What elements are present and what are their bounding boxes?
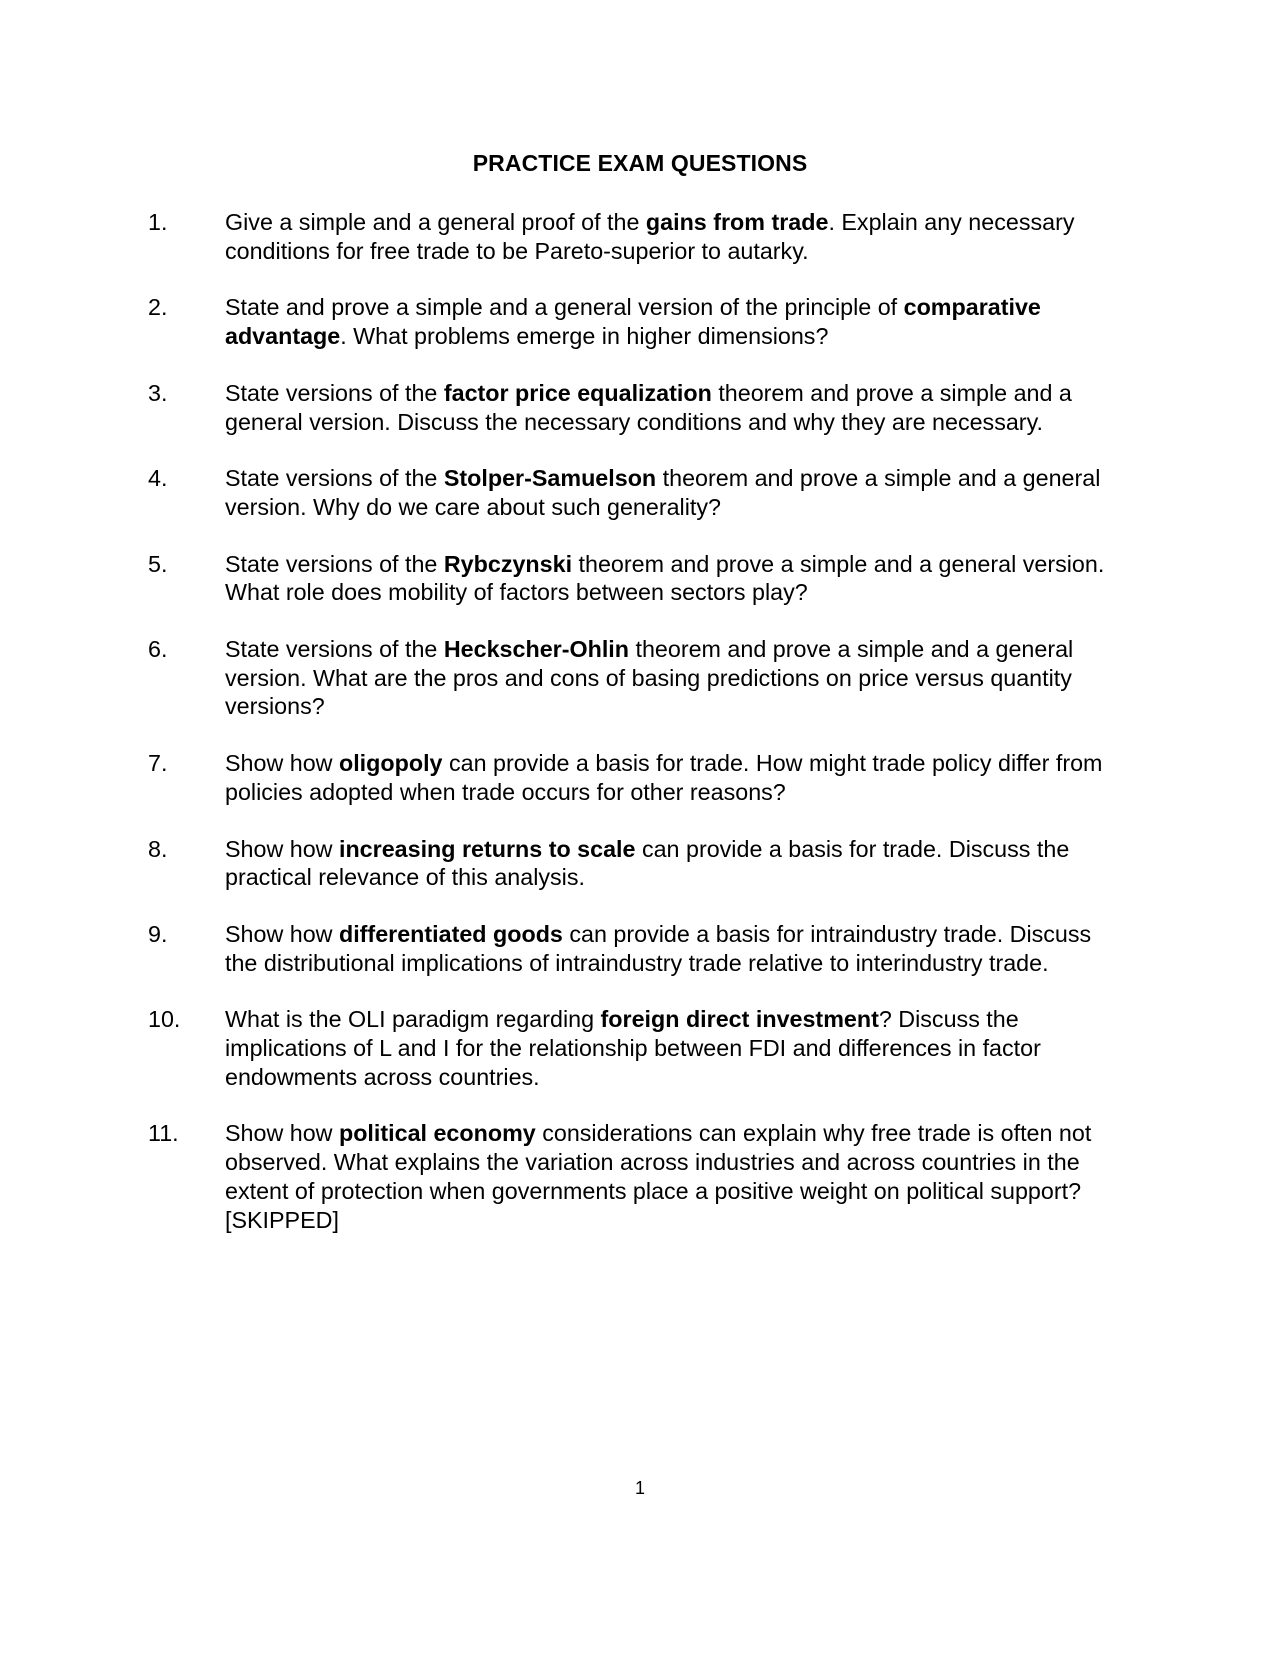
question-number: 7. xyxy=(148,750,168,777)
question-item xyxy=(148,1005,1128,1091)
question-text-start: Show how xyxy=(225,750,339,777)
question-text-end: can provide a basis for trade. How might trade policy differ from policies adopted when trade occurs for other reasons? xyxy=(225,750,1103,805)
page-title: PRACTICE EXAM QUESTIONS xyxy=(472,150,808,176)
question-text-end: can provide a basis for intraindustry trade. Discuss the distributional implications of intraindustry trade relative to interindustry trade. xyxy=(225,920,1092,976)
question-number: 8. xyxy=(148,835,168,862)
question-item xyxy=(148,749,1128,806)
question-text-end: ? Discuss the implications of L and I for the relationship between FDI and differences in factor endowments across countries. xyxy=(225,1006,1041,1090)
question-text xyxy=(225,1006,1041,1089)
question-item xyxy=(148,464,1128,521)
question-text xyxy=(225,636,1073,719)
question-item xyxy=(148,379,1128,436)
page-number: 1 xyxy=(634,1478,645,1498)
question-text xyxy=(225,750,1102,805)
question-text-start: What is the OLI paradigm regarding xyxy=(225,1006,601,1033)
question-text-end: considerations can explain why free trade is often not observed. What explains the variation across industries and across countries in the extent of protection when governments place a positive weight on political support? [SKIPPED] xyxy=(225,1120,1092,1233)
question-number: 10. xyxy=(148,1006,181,1033)
question-number: 6. xyxy=(148,636,168,663)
question-text-end: theorem and prove a simple and a general version. What are the pros and cons of basing predictions on price versus quantity versions? xyxy=(225,636,1074,720)
question-number: 3. xyxy=(148,379,168,406)
question-text xyxy=(225,836,1069,891)
question-list xyxy=(148,208,1128,1262)
question-text-end: theorem and prove a simple and a general version. Why do we care about such generality? xyxy=(225,465,1101,520)
question-text-start: State versions of the xyxy=(225,550,444,577)
question-text-end: can provide a basis for trade. Discuss the practical relevance of this analysis. xyxy=(225,835,1070,891)
question-text-start: State versions of the xyxy=(225,379,444,406)
question-text xyxy=(225,465,1100,520)
question-text-start: Give a simple and a general proof of the xyxy=(225,209,646,235)
question-text-start: State versions of the xyxy=(225,636,444,663)
question-text xyxy=(225,380,1072,435)
question-text-start: State and prove a simple and a general version of the principle of xyxy=(225,294,904,321)
question-key-term: Rybczynski xyxy=(443,550,573,577)
question-number: 2. xyxy=(148,294,168,321)
question-key-term: differentiated goods xyxy=(338,920,563,947)
question-text-start: State versions of the xyxy=(225,465,444,492)
question-text-start: Show how xyxy=(225,1120,339,1147)
question-key-term: foreign direct investment xyxy=(600,1006,879,1033)
question-text-end: . What problems emerge in higher dimensions? xyxy=(340,323,829,350)
question-key-term: gains from trade xyxy=(645,209,829,235)
question-key-term: factor price equalization xyxy=(443,379,712,406)
question-item xyxy=(148,835,1128,892)
question-item xyxy=(148,635,1128,721)
question-text-end: theorem and prove a simple and a general version. Discuss the necessary conditions and why they are necessary. xyxy=(225,379,1072,435)
question-key-term: Heckscher-Ohlin xyxy=(443,636,630,663)
question-number: 11. xyxy=(148,1120,179,1147)
question-item xyxy=(148,208,1128,265)
question-number: 1. xyxy=(148,209,168,235)
question-text xyxy=(225,551,1104,606)
question-item xyxy=(148,550,1128,607)
question-number: 4. xyxy=(148,465,168,492)
question-key-term: comparative advantage xyxy=(225,294,1041,350)
question-key-term: political economy xyxy=(338,1120,536,1147)
question-text-start: Show how xyxy=(225,835,339,862)
question-text-start: Show how xyxy=(225,920,339,947)
question-text-end: theorem and prove a simple and a general version. What role does mobility of factors between sectors play? xyxy=(225,550,1105,606)
question-text-end: . Explain any necessary conditions for free trade to be Pareto-superior to autarky. xyxy=(225,209,1075,264)
question-key-term: increasing returns to scale xyxy=(338,835,636,862)
question-item xyxy=(148,1119,1128,1234)
question-item xyxy=(148,293,1128,350)
question-text xyxy=(225,1120,1091,1232)
question-text xyxy=(225,294,1041,349)
question-text xyxy=(225,921,1091,976)
question-number: 9. xyxy=(148,920,168,947)
question-key-term: Stolper-Samuelson xyxy=(443,465,657,492)
question-item xyxy=(148,920,1128,977)
question-text xyxy=(225,209,1074,264)
question-key-term: oligopoly xyxy=(338,750,443,777)
question-number: 5. xyxy=(148,550,168,577)
